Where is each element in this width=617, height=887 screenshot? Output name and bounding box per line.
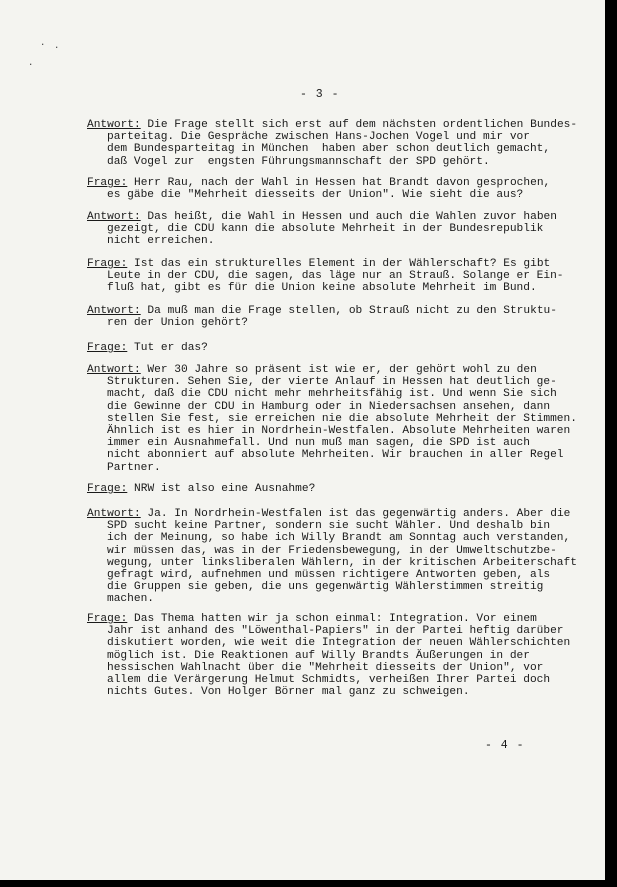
text-line: SPD sucht keine Partner, sondern sie sucht Wähler. Und deshalb bin [107,520,551,533]
speaker-label: Frage: [87,258,128,270]
paragraph-answer [87,211,595,248]
line-text: Die Frage stellt sich erst auf dem nächsten ordentlichen Bundes- [140,119,578,131]
speaker-label: Frage: [87,177,128,189]
speaker-label: Frage: [87,342,128,354]
text-line: diskutiert worden, wie weit die Integration der neuen Wählerschichten [107,637,571,650]
text-line [87,119,595,131]
line-text: Tut er das? [127,342,208,354]
text-line: die Gewinne der CDU in Hamburg oder in Niedersachsen ansehen, dann [107,400,551,413]
text-line: ich der Meinung, so habe ich Willy Brandt am Sonntag auch verstanden, [107,532,571,545]
line-text: Das Thema hatten wir ja schon einmal: Integration. Vor einem [127,613,537,625]
text-line: stellen Sie fest, sie erreichen nie die absolute Mehrheit der Stimmen. [107,412,577,425]
paragraph-question [87,483,595,495]
text-line: nichts Gutes. Von Holger Börner mal ganz zu schweigen. [107,686,470,699]
line-text: Wer 30 Jahre so präsent ist wie er, der gehört wohl zu den [140,364,537,376]
text-line: möglich ist. Die Reaktionen auf Willy Brandts Äußerungen in der [107,649,530,662]
text-line: hessischen Wahlnacht über die "Mehrheit diesseits der Union", vor [107,661,544,674]
text-line: nicht erreichen. [107,235,215,248]
speaker-label: Antwort: [87,364,141,376]
scan-speck: · [28,60,34,70]
text-line [87,177,595,189]
text-line: Partner. [107,461,161,474]
paragraph-question [87,258,595,295]
text-line: Strukturen. Sehen Sie, der vierte Anlauf in Hessen hat deutlich ge- [107,376,557,389]
text-line: Ähnlich ist es hier in Nordrhein-Westfalen. Absolute Mehrheiten waren [107,424,571,437]
text-line [87,364,595,376]
paragraph-answer [87,119,595,168]
speaker-label: Antwort: [87,211,141,223]
paragraph-question [87,613,595,698]
text-line: gefragt wird, aufnehmen und müssen richtigere Antworten geben, als [107,568,551,581]
speaker-label: Antwort: [87,305,141,317]
text-line: dem Bundesparteitag in München haben aber schon deutlich gemacht, [107,143,551,156]
page-number: - 3 - [300,88,340,101]
paragraph-question [87,342,595,354]
scan-speck: · [54,43,60,53]
text-line [87,211,595,223]
speaker-label: Frage: [87,483,128,495]
text-line: wegung, unter linksliberalen Wählern, in der kritischen Arbeiterschaft [107,556,577,569]
text-line: Jahr ist anhand des "Löwenthal-Papiers" in der Partei heftig darüber [107,625,564,638]
text-line: immer ein Ausnahmefall. Und nun muß man sagen, die SPD ist auch [107,437,530,450]
text-line: gezeigt, die CDU kann die absolute Mehrheit in der Bundesrepublik [107,223,544,236]
text-line [87,508,595,520]
text-line: parteitag. Die Gespräche zwischen Hans-Jochen Vogel und mir vor [107,131,530,144]
text-line: machen. [107,593,154,606]
line-text: NRW ist also eine Ausnahme? [127,483,316,495]
text-line: die Gruppen sie geben, die uns gegenwärtig Wählerstimmen streitig [107,581,544,594]
text-line: nicht abonniert auf absolute Mehrheiten. Wir brauchen in aller Regel [107,449,564,462]
text-line [87,258,595,270]
text-line [87,483,595,495]
text-line [87,342,595,354]
line-text: Ja. In Nordrhein-Westfalen ist das gegenwärtig anders. Aber die [140,508,571,520]
line-text: Da muß man die Frage stellen, ob Strauß nicht zu den Struktu- [140,305,557,317]
text-line [87,613,595,625]
paragraph-answer [87,364,595,474]
text-line: wir müssen das, was in der Friedensbewegung, in der Umweltschutzbe- [107,544,557,557]
text-line: Leute in der CDU, die sagen, das läge nur an Strauß. Solange er Ein- [107,270,564,283]
line-text: Ist das ein strukturelles Element in der Wählerschaft? Es gibt [127,258,551,270]
speaker-label: Antwort: [87,508,141,520]
line-text: Das heißt, die Wahl in Hessen und auch die Wahlen zuvor haben [140,211,557,223]
paragraph-question [87,177,595,201]
paragraph-answer [87,305,595,329]
text-line: es gäbe die "Mehrheit diesseits der Union". Wie sieht die aus? [107,189,524,202]
line-text: Herr Rau, nach der Wahl in Hessen hat Brandt davon gesprochen, [127,177,551,189]
text-line: allem die Verärgerung Helmut Schmidts, verheißen Ihrer Partei doch [107,673,551,686]
text-line: ren der Union gehört? [107,317,248,330]
next-page-marker: - 4 - [485,739,525,752]
speaker-label: Antwort: [87,119,141,131]
scan-speck: · [40,40,46,50]
speaker-label: Frage: [87,613,128,625]
text-line: macht, daß die CDU nicht mehr mehrheitsfähig ist. Und wenn Sie sich [107,388,557,401]
text-line: fluß hat, gibt es für die Union keine absolute Mehrheit im Bund. [107,282,537,295]
text-line [87,305,595,317]
paragraph-answer [87,508,595,606]
text-line: daß Vogel zur engsten Führungsmannschaft der SPD gehört. [107,155,490,168]
